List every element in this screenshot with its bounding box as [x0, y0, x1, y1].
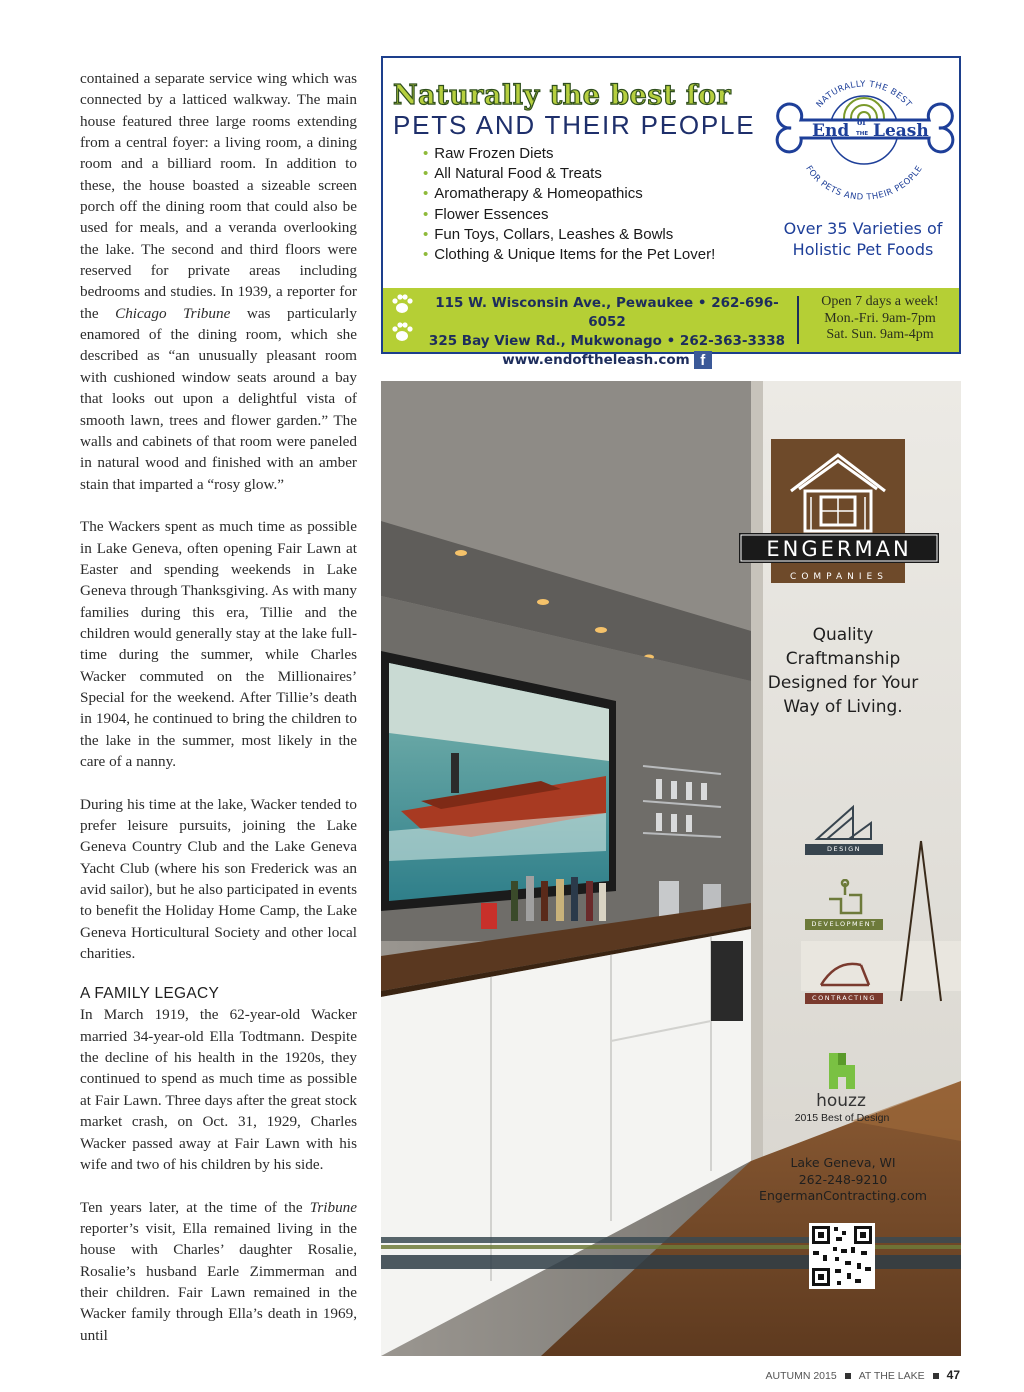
ad-subheadline: PETS AND THEIR PEOPLE: [393, 110, 756, 140]
article-column: [80, 68, 357, 1346]
list-item: • Fun Toys, Collars, Leashes & Bowls: [423, 225, 715, 245]
end-of-the-leash-logo: [769, 60, 959, 222]
page-footer: [765, 1368, 960, 1382]
article-paragraph: In March 1919, the 62-year-old Wacker married 34-year-old Ella Todtmann. Despite the decline of his health in the 1920s, they continued to spend as much time as possible at Fair Lawn. Three days after the great stock market crash, on Oct. 31, 1929, Charles Wacker passed away at Fair Lawn with his wife and two of his children by his side.: [80, 1006, 357, 1173]
varieties-callout: [771, 218, 955, 260]
magazine-name: AT THE LAKE: [858, 1370, 925, 1382]
engerman-tagline: [753, 623, 933, 719]
website-link[interactable]: www.endoftheleash.com: [502, 352, 690, 368]
paragraph-text: Ten years later, at the time of the: [80, 1198, 310, 1216]
section-heading: A FAMILY LEGACY: [80, 985, 220, 1003]
hours-line: Mon.-Fri. 9am-7pm: [824, 310, 936, 326]
article-paragraph: [80, 68, 357, 495]
engerman-contact: [751, 1155, 935, 1205]
publication-name: Tribune: [309, 1198, 357, 1216]
page-number: 47: [946, 1368, 960, 1382]
product-list: [423, 144, 715, 265]
tagline-line: Designed for Your: [767, 673, 919, 693]
facebook-icon[interactable]: f: [694, 351, 712, 369]
end-of-the-leash-ad[interactable]: [381, 56, 961, 369]
hours-line: Sat. Sun. 9am-4pm: [826, 327, 934, 342]
separator-square-icon: [933, 1373, 939, 1379]
website-line: [421, 351, 793, 370]
engerman-wordmark: ENGERMAN: [766, 537, 912, 561]
publication-name: Chicago Tribune: [115, 304, 231, 322]
logo-arc-bottom-text: FOR PETS AND THEIR PEOPLE: [803, 164, 925, 203]
contracting-icon: [817, 955, 873, 991]
article-paragraph: During his time at the lake, Wacker tended to prefer leisure pursuits, joining the Lake Geneva Country Club and the Lake Geneva Yacht Club (where his son Frederick was an avid sailor), but he also participated in events to benefit the Holiday Home Camp, the Lake Geneva Horticultural Society and other local charities.: [80, 795, 357, 963]
paw-print-icon: [389, 292, 415, 348]
houzz-award: 2015 Best of Design: [794, 1112, 890, 1124]
contact-bar: [383, 288, 959, 369]
phone-number: 262-248-9210: [798, 1171, 888, 1187]
address-line: 115 W. Wisconsin Ave., Pewaukee • 262-696-6052: [435, 295, 779, 330]
houzz-wordmark: houzz: [816, 1091, 866, 1111]
qr-code[interactable]: [809, 1223, 875, 1289]
houzz-icon: [829, 1053, 855, 1089]
article-paragraph: [80, 1197, 357, 1346]
tagline-line: Craftmanship: [785, 649, 901, 669]
logo-word-the: THE: [856, 131, 869, 137]
list-item: • Raw Frozen Diets: [423, 144, 715, 164]
paragraph-text: contained a separate service wing which was connected by a latticed walkway. The main house featured three large rooms extending from a central foyer: a living room, a dining room and a billiard room. In addition to these, the house boasted a sizeable screen porch off the dining room that could also be used for meals, and a veranda overlooking the lake. The second and third floors were reserved for private areas including bedrooms and studies. In 1939, a reporter for the: [80, 70, 357, 322]
tagline-line: Way of Living.: [783, 697, 903, 717]
separator-square-icon: [845, 1373, 851, 1379]
design-label: DESIGN: [805, 844, 883, 855]
design-icon: [813, 803, 875, 843]
logo-arc-top-text: NATURALLY THE BEST: [814, 79, 914, 110]
contracting-label: CONTRACTING: [805, 993, 883, 1004]
store-addresses: [421, 294, 793, 370]
companies-wordmark: COMPANIES: [790, 572, 888, 582]
svg-text:FOR PETS AND THEIR PEOPLE: [803, 164, 925, 203]
hours-line: Open 7 days a week!: [821, 294, 939, 309]
paragraph-text: reporter’s visit, Ella remained living in the house with Charles’ daughter Rosalie, Rosalie’s husband Earle Zimmerman and their children. Fair Lawn remained in the Wacker family through Ella’s death in 1969, until: [80, 1219, 357, 1344]
list-item: • All Natural Food & Treats: [423, 164, 715, 184]
engerman-ad[interactable]: [381, 381, 961, 1356]
varieties-line: Over 35 Varieties of: [783, 219, 943, 238]
list-item: • Clothing & Unique Items for the Pet Lover!: [423, 245, 715, 265]
article-paragraph: The Wackers spent as much time as possible in Lake Geneva, often opening Fair Lawn at Easter and spending weekends in Lake Geneva through Thanksgiving. As with many families during this era, Tillie and the children would generally stay at the lake full-time during the summer, while Charles Wacker commuted on the Millionaires’ Special for the weekend. After Tillie’s death in 1904, he continued to bring the children to the lake in the summer, most likely in the care of a nanny.: [80, 518, 357, 770]
divider: [797, 296, 799, 344]
list-item: • Flower Essences: [423, 205, 715, 225]
engerman-logo: [739, 437, 939, 587]
list-item: • Aromatherapy & Homeopathics: [423, 184, 715, 204]
address-line: 325 Bay View Rd., Mukwonago • 262-363-3338: [428, 333, 786, 349]
website-link[interactable]: EngermanContracting.com: [759, 1188, 927, 1203]
paragraph-text: was particularly enamored of the dining room, which she described as “an unusually pleasant room with cushioned window seats around a bay that looks out upon a delightful vista of smooth lawn, trees and flower garden.” The walls and cabinets of that room were paneled in natural wood and finished with an amber stain that imparted a “rosy glow.”: [80, 304, 357, 493]
development-icon: [821, 879, 869, 917]
logo-word-of: of: [857, 117, 866, 127]
tagline-line: Quality: [812, 625, 874, 645]
development-label: DEVELOPMENT: [805, 919, 883, 930]
ad-headline: Naturally the best for: [393, 80, 732, 111]
varieties-line: Holistic Pet Foods: [792, 240, 934, 259]
store-hours: [803, 294, 957, 344]
logo-word-leash: Leash: [873, 121, 929, 141]
location: Lake Geneva, WI: [790, 1155, 896, 1170]
issue-season: AUTUMN 2015: [765, 1370, 837, 1382]
logo-word-end: End: [812, 121, 850, 141]
